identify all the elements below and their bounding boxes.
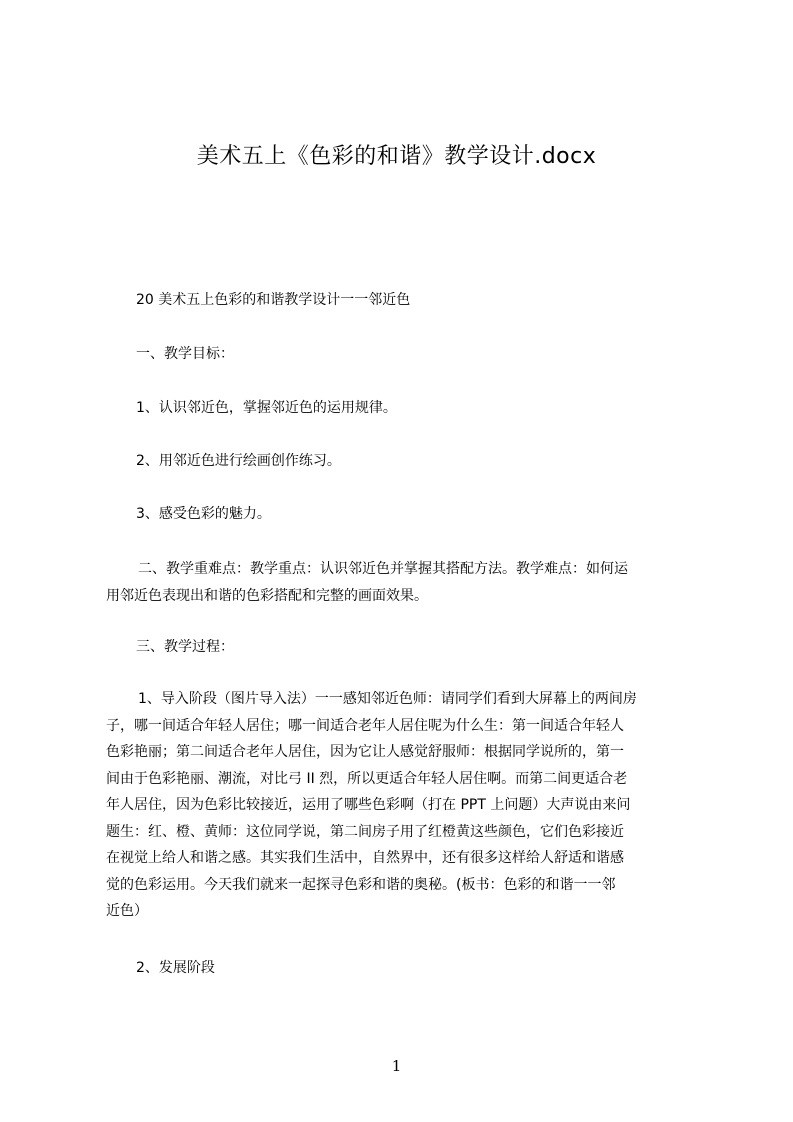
- goal-item-2: 2、用邻近色进行绘画创作练习。: [136, 453, 341, 469]
- process-stage2-heading: 2、发展阶段: [136, 960, 215, 976]
- process-stage1-line-6: 题生：红、橙、黄师：这位同学说，第二间房子用了红橙黄这些颜色，它们色彩接近: [106, 823, 624, 840]
- goal-item-1: 1、认识邻近色，掌握邻近色的运用规律。: [136, 400, 397, 416]
- goals-heading: 一、教学目标：: [136, 346, 234, 362]
- process-stage1-line-8: 觉的色彩运用。今天我们就来一起探寻色彩和谐的奥秘。(板书：色彩的和谐一一邻: [106, 876, 616, 893]
- process-stage1-line-5: 年人居住，因为色彩比较接近，运用了哪些色彩啊（打在 PPT 上问题）大声说由来问: [106, 797, 631, 813]
- process-stage1-line-3: 色彩艳丽；第二间适合老年人居住，因为它让人感觉舒服师：根据同学说所的，第一: [106, 744, 624, 760]
- process-stage1-line-2: 子，哪一间适合年轻人居住；哪一间适合老年人居住呢为什么生：第一间适合年轻人: [106, 717, 624, 734]
- document-title: 美术五上《色彩的和谐》教学设计.docx: [196, 144, 597, 169]
- process-stage1-paragraph: [106, 686, 701, 925]
- page-number: 1: [391, 1057, 402, 1075]
- key-points-line-2: 用邻近色表现出和谐的色彩搭配和完整的画面效果。: [106, 587, 428, 604]
- process-stage1-line-9: 近色）: [106, 903, 148, 919]
- goal-item-3: 3、感受色彩的魅力。: [136, 506, 271, 522]
- key-points-line-1: 二、教学重难点：教学重点：认识邻近色并掌握其搭配方法。教学难点：如何运: [138, 561, 628, 577]
- process-stage1-line-1: 1、导入阶段（图片导入法）一一感知邻近色师：请同学们看到大屏幕上的两间房: [138, 691, 637, 707]
- key-points-paragraph: [106, 556, 701, 609]
- process-heading: 三、教学过程：: [136, 639, 234, 655]
- lesson-subtitle: 20 美术五上色彩的和谐教学设计一一邻近色: [136, 292, 411, 308]
- process-stage1-line-4: 间由于色彩艳丽、潮流，对比弓 II 烈，所以更适合年轻人居住啊。而第二间更适合老: [106, 770, 628, 787]
- process-stage1-line-7: 在视觉上给人和谐之感。其实我们生活中，自然界中，还有很多这样给人舒适和谐感: [106, 850, 624, 866]
